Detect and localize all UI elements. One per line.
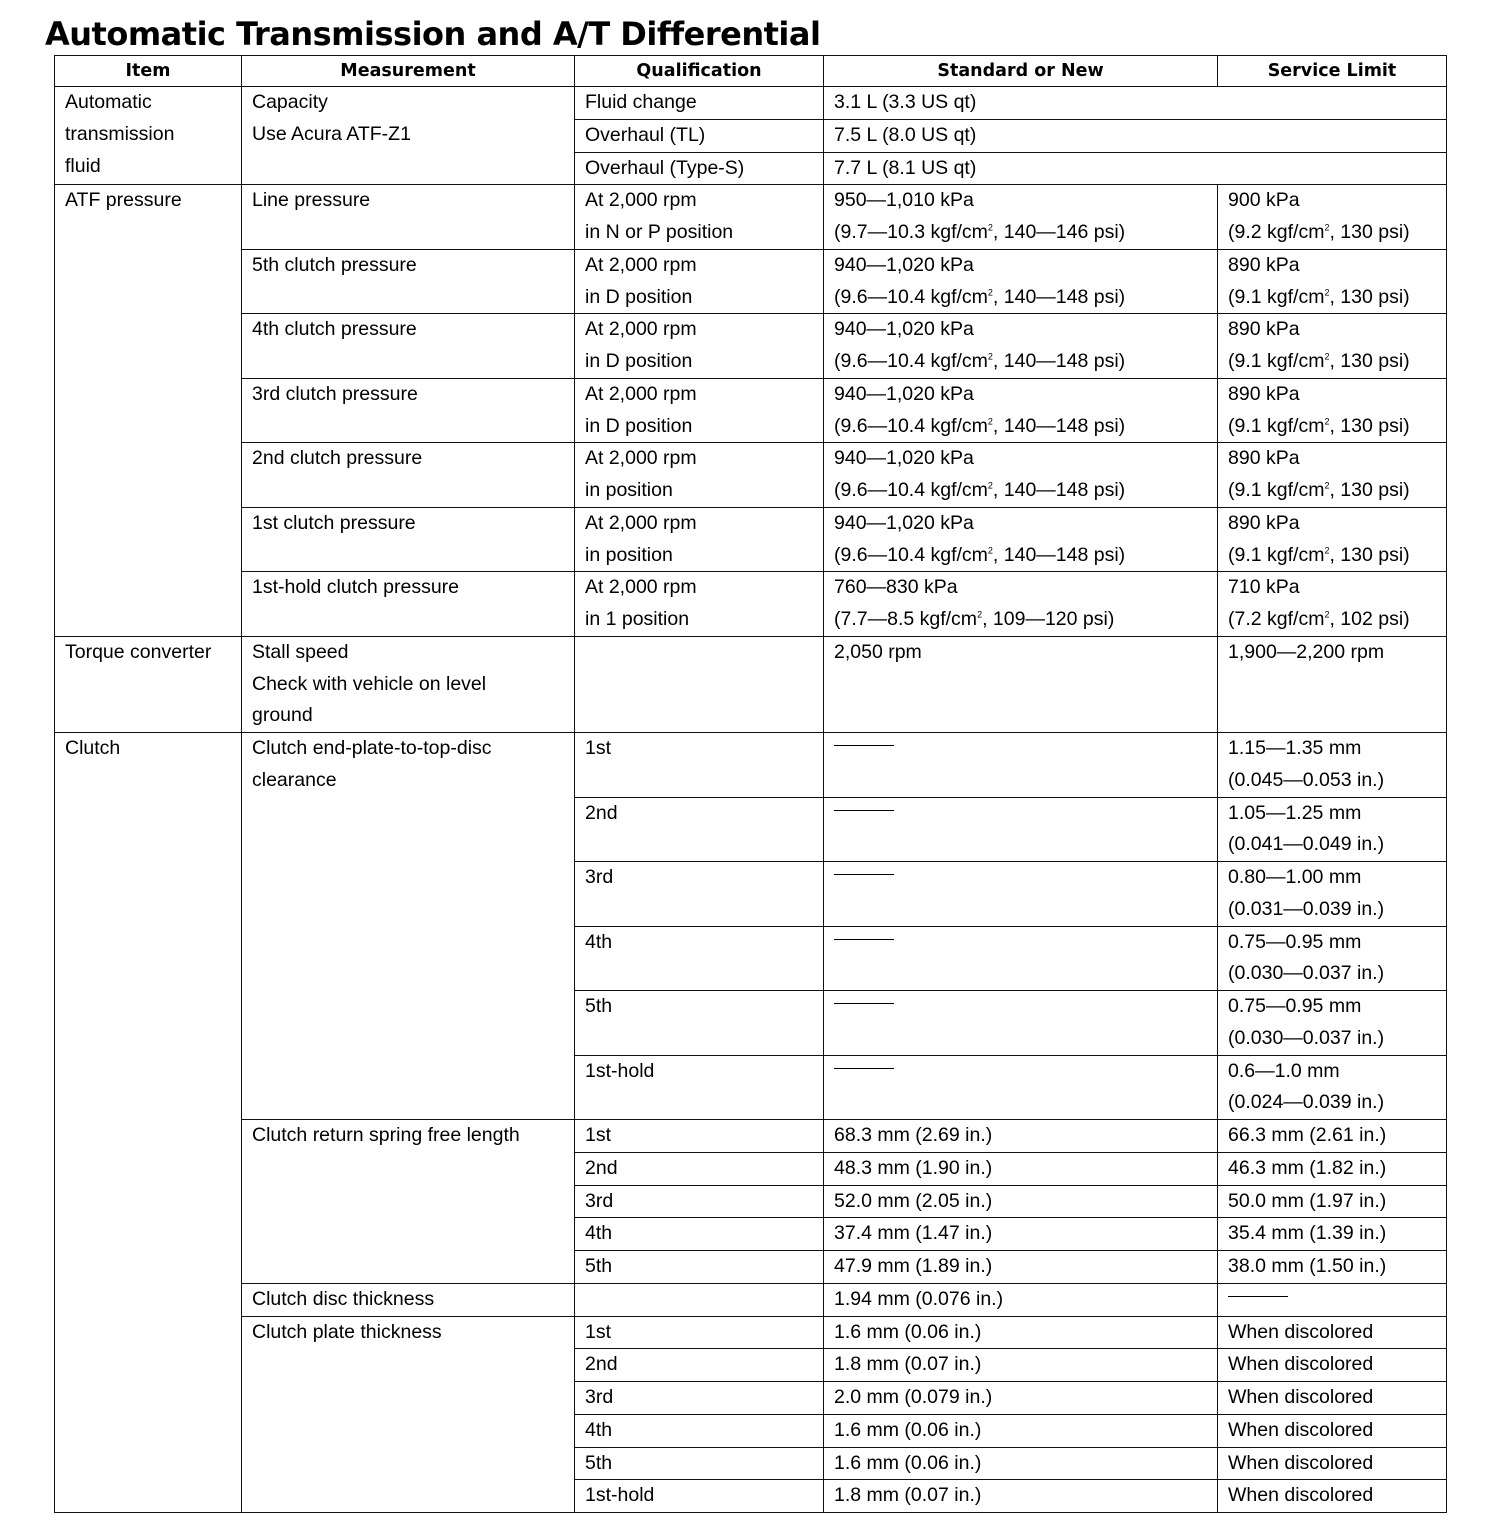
cell-text [1228, 346, 1446, 378]
cell-text: 1.05—1.25 mm [1228, 801, 1362, 824]
cell-text: 1st-hold [585, 1059, 655, 1082]
cell-text [834, 540, 1217, 572]
fluid-row [55, 87, 1447, 120]
cell-text: (0.030—0.037 in.) [1228, 962, 1385, 985]
service-limit-cell [1218, 1447, 1447, 1480]
service-limit-cell [1218, 1316, 1447, 1349]
not-applicable-dash [834, 810, 894, 811]
qualification-cell [575, 87, 824, 120]
qualification-cell [575, 1480, 824, 1513]
unit-text: , 140—146 psi) [992, 221, 1126, 243]
standard-cell [824, 1152, 1218, 1185]
standard-cell [824, 1283, 1218, 1316]
qualification-cell [575, 733, 824, 798]
unit-text: (9.2 kgf/cm [1228, 221, 1325, 243]
qualification-cell [575, 378, 824, 443]
unit-text: (9.1 kgf/cm [1228, 543, 1325, 566]
cell-text: in 1 position [585, 608, 690, 630]
cell-text [1228, 604, 1446, 636]
cell-text [1228, 475, 1446, 507]
superscript-two: 2 [1324, 222, 1330, 233]
measurement-cell [242, 87, 575, 185]
cell-text: 940—1,020 kPa [834, 253, 974, 276]
unit-text: , 130 psi) [1329, 350, 1410, 372]
cell-text: 47.9 mm (1.89 in.) [834, 1255, 993, 1277]
qualification-cell [575, 507, 824, 572]
cell-text [834, 282, 1217, 314]
table-header-row [55, 56, 1447, 87]
qualification-cell [575, 1120, 824, 1153]
unit-text: (9.6—10.4 kgf/cm [834, 350, 988, 372]
cell-text: 5th [585, 1255, 613, 1277]
cell-text: (0.041—0.049 in.) [1228, 833, 1385, 856]
column-header-service-limit: Service Limit [1218, 56, 1447, 87]
standard-cell [824, 1382, 1218, 1415]
cell-text [834, 604, 1217, 636]
cell-text: 950—1,010 kPa [834, 189, 974, 212]
cell-text: At 2,000 rpm [585, 189, 697, 212]
service-limit-cell [1218, 1251, 1447, 1284]
cell-text: 1.6 mm (0.06 in.) [834, 1451, 982, 1474]
cell-text [1228, 282, 1446, 314]
measurement-cell [242, 1316, 575, 1513]
atf-pressure-row [55, 378, 1447, 443]
service-limit-cell [1218, 733, 1447, 798]
qualification-cell [575, 991, 824, 1056]
item-text: Automatic [65, 91, 152, 113]
atf-pressure-row [55, 185, 1447, 250]
qualification-cell [575, 926, 824, 991]
measurement-text: 1st-hold clutch pressure [252, 576, 460, 599]
measurement-cell [242, 636, 575, 732]
cell-text: (0.031—0.039 in.) [1228, 897, 1385, 920]
standard-cell [824, 378, 1218, 443]
unit-text: (9.7—10.3 kgf/cm [834, 221, 988, 243]
qualification-cell [575, 1218, 824, 1251]
standard-cell [824, 1185, 1218, 1218]
standard-cell [824, 1414, 1218, 1447]
service-limit-cell [1218, 507, 1447, 572]
superscript-two: 2 [1324, 416, 1330, 426]
cell-text [1228, 217, 1446, 249]
standard-cell [824, 572, 1218, 637]
standard-cell [824, 862, 1218, 927]
cell-text: 2nd [585, 1156, 618, 1179]
standard-cell [824, 1316, 1218, 1349]
superscript-two: 2 [987, 287, 993, 297]
measurement-text: Clutch end-plate-to-top-disc [252, 737, 492, 759]
measurement-text: Use Acura ATF-Z1 [252, 122, 411, 145]
column-header-qualification: Qualification [575, 56, 824, 87]
item-cell [55, 185, 242, 637]
unit-text: (7.7—8.5 kgf/cm [834, 608, 978, 630]
cell-text: 710 kPa [1228, 576, 1300, 599]
standard-cell [824, 991, 1218, 1056]
unit-text: (7.2 kgf/cm [1228, 608, 1325, 630]
measurement-text: 2nd clutch pressure [252, 447, 423, 470]
measurement-cell [242, 443, 575, 508]
cell-text: 890 kPa [1228, 382, 1300, 405]
standard-cell [824, 314, 1218, 379]
item-text: fluid [65, 154, 101, 177]
cell-text: 890 kPa [1228, 318, 1300, 341]
cell-text: 2.0 mm (0.079 in.) [834, 1386, 993, 1408]
measurement-text: 4th clutch pressure [252, 318, 417, 341]
atf-pressure-row [55, 572, 1447, 637]
measurement-cell [242, 507, 575, 572]
standard-cell [824, 119, 1447, 152]
qualification-cell [575, 1152, 824, 1185]
cell-text: Overhaul (Type-S) [585, 156, 745, 179]
cell-text: 890 kPa [1228, 511, 1300, 534]
cell-text: 3.1 L (3.3 US qt) [834, 91, 977, 113]
cell-text: 1.8 mm (0.07 in.) [834, 1484, 982, 1507]
cell-text [834, 411, 1217, 443]
standard-cell [824, 249, 1218, 314]
unit-text: , 140—148 psi) [992, 285, 1126, 308]
cell-text: 5th [585, 995, 613, 1017]
column-header-item: Item [55, 56, 242, 87]
cell-text: 3rd [585, 1189, 614, 1212]
measurement-cell [242, 733, 575, 1120]
standard-cell [824, 636, 1218, 732]
standard-cell [824, 1480, 1218, 1513]
service-limit-cell [1218, 991, 1447, 1056]
cell-text: 38.0 mm (1.50 in.) [1228, 1255, 1387, 1277]
standard-cell [824, 87, 1447, 120]
cell-text [834, 475, 1217, 507]
standard-cell [824, 185, 1218, 250]
qualification-cell [575, 1447, 824, 1480]
measurement-cell [242, 378, 575, 443]
page-title: Automatic Transmission and A/T Differential [45, 15, 821, 53]
superscript-two: 2 [987, 480, 993, 491]
measurement-cell [242, 185, 575, 250]
cell-text: At 2,000 rpm [585, 576, 697, 599]
measurement-text: 1st clutch pressure [252, 511, 416, 534]
item-cell [55, 636, 242, 732]
qualification-cell [575, 443, 824, 508]
cell-text: 1.6 mm (0.06 in.) [834, 1418, 982, 1441]
qualification-cell [575, 249, 824, 314]
unit-text: , 130 psi) [1329, 285, 1410, 308]
qualification-cell [575, 1414, 824, 1447]
unit-text: (9.1 kgf/cm [1228, 285, 1325, 308]
cell-text: When discolored [1228, 1418, 1374, 1441]
cell-text: 1.6 mm (0.06 in.) [834, 1320, 982, 1343]
cell-text: When discolored [1228, 1451, 1374, 1474]
measurement-text: 5th clutch pressure [252, 253, 417, 276]
not-applicable-dash [834, 1068, 894, 1069]
cell-text: When discolored [1228, 1320, 1374, 1343]
item-text: ATF pressure [65, 189, 182, 212]
cell-text: 48.3 mm (1.90 in.) [834, 1156, 993, 1179]
measurement-text: 3rd clutch pressure [252, 382, 418, 405]
standard-cell [824, 1055, 1218, 1120]
cell-text: 900 kPa [1228, 189, 1300, 212]
cell-text: in position [585, 479, 673, 501]
unit-text: , 140—148 psi) [992, 350, 1126, 372]
service-limit-cell [1218, 378, 1447, 443]
cell-text: (0.024—0.039 in.) [1228, 1091, 1385, 1114]
cell-text: 1.15—1.35 mm [1228, 737, 1362, 759]
measurement-text: Line pressure [252, 189, 371, 212]
standard-cell [824, 1120, 1218, 1153]
cell-text: 940—1,020 kPa [834, 382, 974, 405]
cell-text: 890 kPa [1228, 253, 1300, 276]
qualification-cell [575, 1055, 824, 1120]
standard-cell [824, 1349, 1218, 1382]
qualification-cell [575, 1382, 824, 1415]
measurement-text: Stall speed [252, 640, 349, 663]
cell-text: 50.0 mm (1.97 in.) [1228, 1189, 1387, 1212]
cell-text: 890 kPa [1228, 447, 1300, 470]
unit-text: , 140—148 psi) [992, 414, 1126, 437]
superscript-two: 2 [987, 351, 993, 362]
standard-cell [824, 926, 1218, 991]
superscript-two: 2 [987, 416, 993, 426]
cell-text: 1st [585, 1320, 612, 1343]
clutch-spring-row [55, 1120, 1447, 1153]
cell-text: 1st [585, 737, 612, 759]
superscript-two: 2 [987, 545, 993, 555]
measurement-text: Clutch plate thickness [252, 1320, 442, 1343]
cell-text: 68.3 mm (2.69 in.) [834, 1124, 993, 1146]
unit-text: , 109—120 psi) [982, 608, 1115, 630]
cell-text: in position [585, 543, 673, 566]
cell-text: 35.4 mm (1.39 in.) [1228, 1222, 1387, 1245]
cell-text [834, 217, 1217, 249]
qualification-cell [575, 636, 824, 732]
standard-cell [824, 733, 1218, 798]
qualification-cell [575, 1316, 824, 1349]
service-limit-cell [1218, 1414, 1447, 1447]
cell-text: 0.75—0.95 mm [1228, 930, 1362, 953]
item-cell [55, 87, 242, 185]
cell-text [1228, 411, 1446, 443]
cell-text: 52.0 mm (2.05 in.) [834, 1189, 993, 1212]
cell-text: Overhaul (TL) [585, 123, 706, 146]
cell-text: 2nd [585, 1353, 618, 1376]
cell-text: 760—830 kPa [834, 576, 958, 599]
item-text: transmission [65, 122, 175, 145]
qualification-cell [575, 862, 824, 927]
cell-text: At 2,000 rpm [585, 318, 697, 341]
service-limit-cell [1218, 249, 1447, 314]
service-limit-cell [1218, 1120, 1447, 1153]
service-limit-cell [1218, 1185, 1447, 1218]
superscript-two: 2 [1324, 545, 1330, 555]
cell-text: 1.94 mm (0.076 in.) [834, 1287, 1004, 1310]
unit-text: (9.1 kgf/cm [1228, 350, 1325, 372]
not-applicable-dash [834, 939, 894, 940]
cell-text: (0.030—0.037 in.) [1228, 1026, 1385, 1049]
standard-cell [824, 797, 1218, 862]
standard-cell [824, 507, 1218, 572]
cell-text: (0.045—0.053 in.) [1228, 768, 1385, 791]
service-limit-cell [1218, 1218, 1447, 1251]
service-limit-cell [1218, 1283, 1447, 1316]
qualification-cell [575, 152, 824, 185]
superscript-two: 2 [1324, 480, 1330, 491]
unit-text: (9.6—10.4 kgf/cm [834, 543, 988, 566]
column-header-standard: Standard or New [824, 56, 1218, 87]
qualification-cell [575, 1349, 824, 1382]
torque-converter-row [55, 636, 1447, 732]
qualification-cell [575, 1283, 824, 1316]
measurement-text: Check with vehicle on level [252, 672, 487, 695]
standard-cell [824, 443, 1218, 508]
cell-text: in D position [585, 350, 693, 372]
cell-text: in D position [585, 285, 693, 308]
qualification-cell [575, 119, 824, 152]
cell-text: 1st-hold [585, 1484, 655, 1507]
unit-text: , 140—148 psi) [992, 479, 1126, 501]
standard-cell [824, 1447, 1218, 1480]
measurement-text: Clutch return spring free length [252, 1124, 520, 1146]
service-limit-cell [1218, 1055, 1447, 1120]
cell-text: Fluid change [585, 91, 697, 113]
service-limit-cell [1218, 314, 1447, 379]
standard-cell [824, 1218, 1218, 1251]
cell-text: 1st [585, 1124, 612, 1146]
cell-text: 4th [585, 930, 613, 953]
cell-text: 0.6—1.0 mm [1228, 1059, 1340, 1082]
not-applicable-dash [834, 1003, 894, 1004]
unit-text: , 130 psi) [1329, 479, 1410, 501]
superscript-two: 2 [1324, 351, 1330, 362]
not-applicable-dash [1228, 1296, 1288, 1297]
measurement-cell [242, 314, 575, 379]
qualification-cell [575, 797, 824, 862]
unit-text: , 130 psi) [1329, 414, 1410, 437]
cell-text: 940—1,020 kPa [834, 511, 974, 534]
measurement-cell [242, 1120, 575, 1284]
standard-cell [824, 1251, 1218, 1284]
unit-text: (9.1 kgf/cm [1228, 479, 1325, 501]
unit-text: (9.6—10.4 kgf/cm [834, 414, 988, 437]
measurement-text: Clutch disc thickness [252, 1287, 435, 1310]
item-text: Torque converter [65, 640, 212, 663]
measurement-cell [242, 249, 575, 314]
service-limit-cell [1218, 926, 1447, 991]
atf-pressure-row [55, 314, 1447, 379]
service-limit-cell [1218, 572, 1447, 637]
unit-text: (9.1 kgf/cm [1228, 414, 1325, 437]
service-limit-cell [1218, 1349, 1447, 1382]
qualification-cell [575, 1185, 824, 1218]
measurement-cell [242, 572, 575, 637]
clutch-disc-row [55, 1283, 1447, 1316]
cell-text: in D position [585, 414, 693, 437]
clutch-clearance-row [55, 733, 1447, 798]
cell-text: 37.4 mm (1.47 in.) [834, 1222, 993, 1245]
cell-text: 4th [585, 1222, 613, 1245]
measurement-cell [242, 1283, 575, 1316]
not-applicable-dash [834, 745, 894, 746]
unit-text: , 140—148 psi) [992, 543, 1126, 566]
service-limit-cell [1218, 185, 1447, 250]
cell-text: 2,050 rpm [834, 640, 922, 663]
cell-text: At 2,000 rpm [585, 447, 697, 470]
service-limit-cell [1218, 636, 1447, 732]
service-limit-cell [1218, 797, 1447, 862]
superscript-two: 2 [977, 609, 983, 620]
qualification-cell [575, 185, 824, 250]
cell-text: 0.75—0.95 mm [1228, 995, 1362, 1017]
standard-cell [824, 152, 1447, 185]
cell-text: When discolored [1228, 1484, 1374, 1507]
measurement-text: clearance [252, 768, 337, 791]
column-header-measurement: Measurement [242, 56, 575, 87]
item-cell [55, 733, 242, 1513]
qualification-cell [575, 1251, 824, 1284]
measurement-text: Capacity [252, 91, 328, 113]
cell-text: 66.3 mm (2.61 in.) [1228, 1124, 1387, 1146]
superscript-two: 2 [1324, 609, 1330, 620]
unit-text: (9.6—10.4 kgf/cm [834, 285, 988, 308]
cell-text: 3rd [585, 866, 614, 888]
cell-text: 0.80—1.00 mm [1228, 866, 1362, 888]
cell-text: At 2,000 rpm [585, 382, 697, 405]
cell-text: 5th [585, 1451, 613, 1474]
cell-text: 7.5 L (8.0 US qt) [834, 123, 977, 146]
service-limit-cell [1218, 443, 1447, 508]
cell-text: 1,900—2,200 rpm [1228, 640, 1385, 663]
superscript-two: 2 [987, 222, 993, 233]
cell-text: 940—1,020 kPa [834, 318, 974, 341]
cell-text: 3rd [585, 1386, 614, 1408]
cell-text: 1.8 mm (0.07 in.) [834, 1353, 982, 1376]
cell-text: When discolored [1228, 1353, 1374, 1376]
qualification-cell [575, 314, 824, 379]
cell-text: in N or P position [585, 221, 734, 243]
cell-text: At 2,000 rpm [585, 511, 697, 534]
service-limit-cell [1218, 1382, 1447, 1415]
unit-text: , 102 psi) [1329, 608, 1410, 630]
unit-text: , 130 psi) [1329, 543, 1410, 566]
cell-text [1228, 540, 1446, 572]
cell-text: At 2,000 rpm [585, 253, 697, 276]
unit-text: (9.6—10.4 kgf/cm [834, 479, 988, 501]
not-applicable-dash [834, 874, 894, 875]
cell-text: 4th [585, 1418, 613, 1441]
measurement-text: ground [252, 704, 313, 727]
service-limit-cell [1218, 1480, 1447, 1513]
unit-text: , 130 psi) [1329, 221, 1410, 243]
service-limit-cell [1218, 862, 1447, 927]
cell-text: 940—1,020 kPa [834, 447, 974, 470]
cell-text [834, 346, 1217, 378]
qualification-cell [575, 572, 824, 637]
cell-text: 46.3 mm (1.82 in.) [1228, 1156, 1387, 1179]
spec-table [54, 55, 1447, 1513]
clutch-plate-row [55, 1316, 1447, 1349]
cell-text: When discolored [1228, 1386, 1374, 1408]
superscript-two: 2 [1324, 287, 1330, 297]
atf-pressure-row [55, 443, 1447, 508]
atf-pressure-row [55, 249, 1447, 314]
atf-pressure-row [55, 507, 1447, 572]
item-text: Clutch [65, 737, 121, 759]
cell-text: 7.7 L (8.1 US qt) [834, 156, 977, 179]
cell-text: 2nd [585, 801, 618, 824]
service-limit-cell [1218, 1152, 1447, 1185]
